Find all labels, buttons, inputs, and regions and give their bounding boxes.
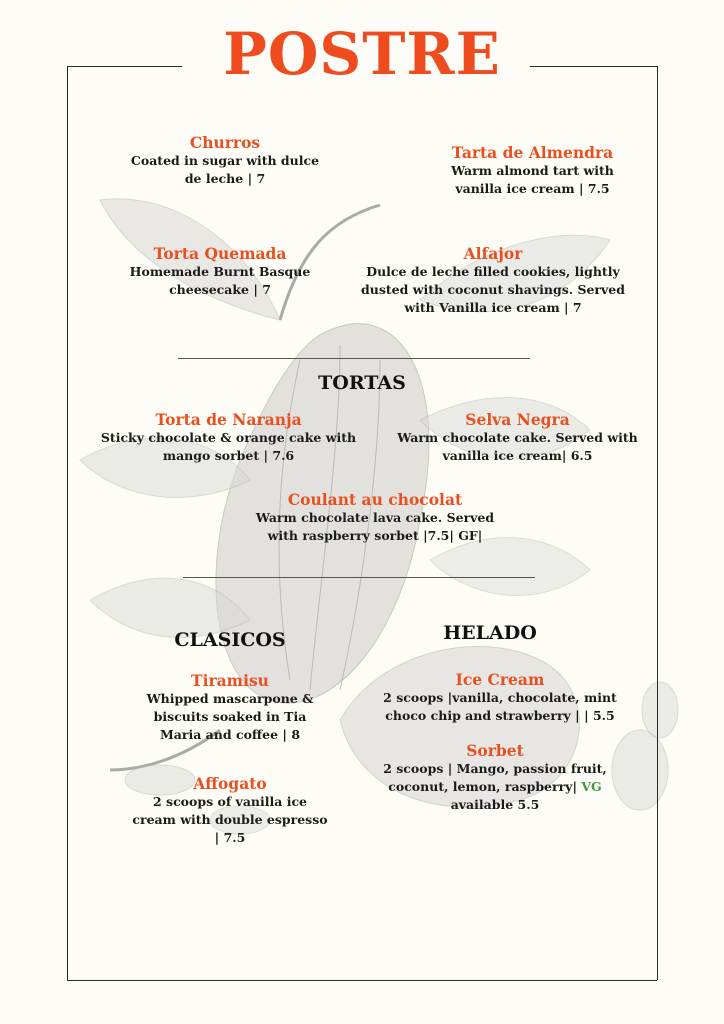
item-name: Coulant au chocolat [287,490,463,509]
item-desc: cheesecake | 7 [169,282,271,297]
item-desc: Dulce de leche filled cookies, lightly [366,264,620,279]
item-desc: available 5.5 [450,797,540,812]
menu-item-tarta-de-almendra [400,143,665,198]
menu-item-coulant-au-chocolat [230,490,520,545]
item-name: Alfajor [463,244,523,263]
item-name: Torta Quemada [153,244,287,263]
item-desc: cream with double espresso [132,812,328,827]
item-desc: Warm chocolate cake. Served with [397,430,638,445]
item-name: Selva Negra [465,410,570,429]
item-name: Sorbet [466,741,524,760]
item-desc: choco chip and strawberry | | 5.5 [385,708,615,723]
menu-item-selva-negra [380,410,655,465]
frame-left-line [67,66,68,980]
item-desc: | 7.5 [214,830,246,845]
item-name: Tiramisu [191,671,269,690]
item-name: Torta de Naranja [155,410,302,429]
section-title-helado: HELADO [443,622,537,644]
item-desc: 2 scoops |vanilla, chocolate, mint [383,690,617,705]
item-desc: biscuits soaked in Tia [153,709,307,724]
section-divider [178,358,530,359]
item-desc: dusted with coconut shavings. Served [361,282,625,297]
item-desc: Maria and coffee | 8 [159,727,301,742]
item-desc-text: coconut, lemon, raspberry| [388,779,577,794]
menu-item-tiramisu [115,671,345,744]
item-desc: vanilla ice cream| 6.5 [442,448,593,463]
menu-item-alfajor [352,244,634,317]
item-desc: Sticky chocolate & orange cake with [100,430,357,445]
frame-right-line [657,66,658,980]
item-desc: with raspberry sorbet |7.5| GF| [267,528,483,543]
item-name: Ice Cream [455,670,545,689]
item-name: Churros [189,133,261,152]
menu-item-sorbet [355,741,635,814]
item-desc: Warm almond tart with [451,163,614,178]
item-desc: Whipped mascarpone & [146,691,314,706]
item-desc: vanilla ice cream | 7.5 [455,181,610,196]
item-desc: Homemade Burnt Basque [129,264,311,279]
section-title-tortas: TORTAS [318,372,406,394]
item-name: Tarta de Almendra [451,143,614,162]
item-desc: Coated in sugar with dulce [130,153,320,168]
item-desc: 2 scoops | Mango, passion fruit, [383,761,607,776]
vegan-label: VG [577,779,602,794]
menu-item-churros [110,133,340,188]
item-desc: 2 scoops of vanilla ice [152,794,308,809]
item-desc [355,778,635,796]
item-name: Affogato [193,774,267,793]
menu-item-torta-de-naranja [86,410,371,465]
menu-item-affogato [115,774,345,847]
page-title: POSTRE [223,20,501,88]
frame-bottom-line [67,980,657,981]
item-desc: mango sorbet | 7.6 [162,448,295,463]
section-title-clasicos: CLASICOS [174,629,286,651]
section-divider [183,577,535,578]
menu-item-ice-cream [360,670,640,725]
menu-item-torta-quemada [105,244,335,299]
item-desc: Warm chocolate lava cake. Served [255,510,495,525]
item-desc: de leche | 7 [184,171,266,186]
item-desc: with Vanilla ice cream | 7 [404,300,582,315]
